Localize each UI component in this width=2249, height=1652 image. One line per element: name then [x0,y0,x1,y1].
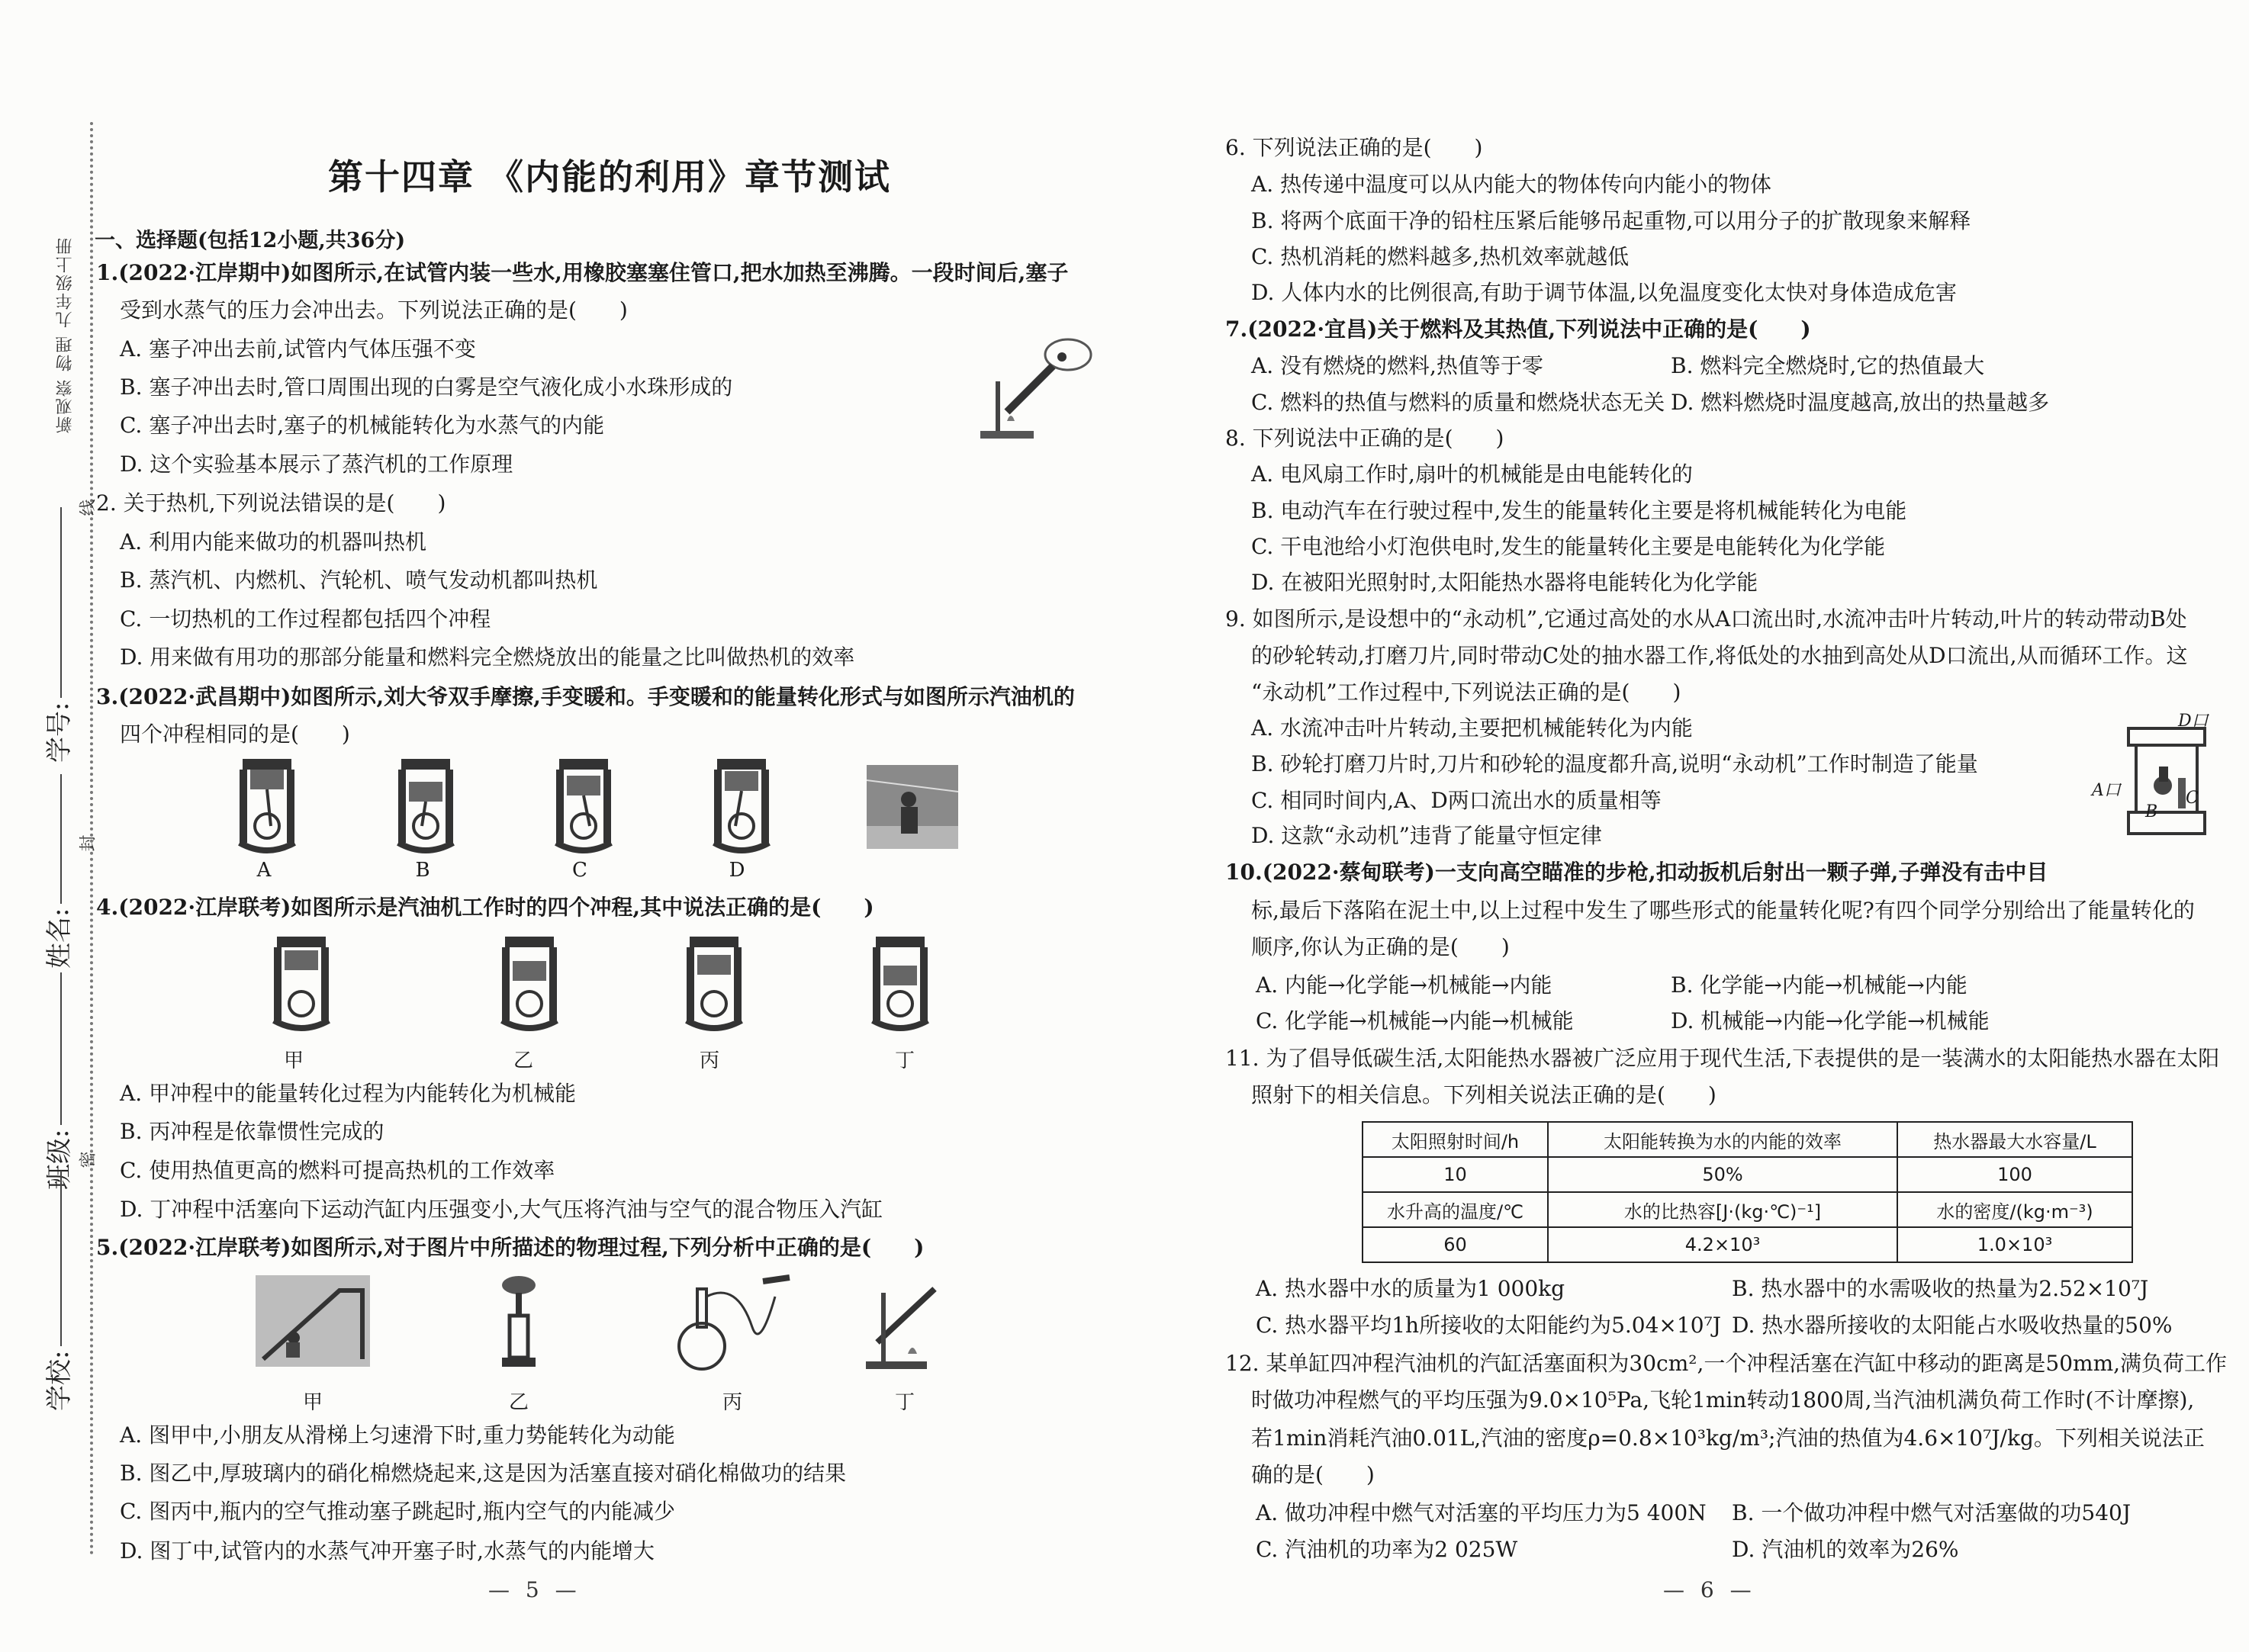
page-number-right: — 6 — [1663,1577,1756,1602]
q8-option-a: A. 电风扇工作时,扇叶的机械能是由电能转化的 [1251,461,1693,487]
table-cell: 10 [1363,1157,1548,1192]
q4-label-ding: 丁 [894,1049,915,1072]
q10-option-a: A. 内能→化学能→机械能→内能 [1256,972,1552,998]
book-series-label: 新观察 物理 九年级上册 [56,236,75,433]
q4-option-d: D. 丁冲程中活塞向下运动汽缸内压强变小,大气压将汽油与空气的混合物压入汽缸 [120,1197,883,1222]
table-row [1363,1122,2132,1157]
table-cell: 50% [1548,1157,1897,1192]
q12-option-a: A. 做功冲程中燃气对活塞的平均压力为5 400N [1256,1500,1707,1525]
student-name-field[interactable] [38,774,76,969]
q6-option-d: D. 人体内水的比例很高,有助于调节体温,以免温度变化太快对身体造成危害 [1251,280,1958,305]
table-cell: 60 [1363,1227,1548,1262]
q3-label-d: D [729,859,745,882]
q3-stem-line2: 四个冲程相同的是( ) [120,722,350,747]
q3-label-c: C [572,859,587,882]
table-row [1363,1227,2132,1262]
q4-label-jia: 甲 [283,1049,304,1072]
q1-option-b: B. 塞子冲出去时,管口周围出现的白雾是空气液化成小水珠形成的 [120,374,733,400]
q2-option-b: B. 蒸汽机、内燃机、汽轮机、喷气发动机都叫热机 [120,567,598,593]
q9-figure-label-c: C [2186,789,2199,808]
q1-stem-line1: 1.(2022·江岸期中)如图所示,在试管内装一些水,用橡胶塞塞住管口,把水加热至沸腾。一段时间后,塞子 [96,260,1069,285]
q11-stem-line1: 11. 为了倡导低碳生活,太阳能热水器被广泛应用于现代生活,下表提供的是一装满水的太阳能热水器在太阳 [1225,1046,2220,1071]
q11-option-d: D. 热水器所接收的太阳能占水吸收热量的50% [1732,1313,2173,1338]
q4-stem: 4.(2022·江岸联考)如图所示是汽油机工作时的四个冲程,其中说法正确的是( ) [96,895,874,920]
table-cell: 水升高的温度/℃ [1363,1192,1548,1227]
q4-option-a: A. 甲冲程中的能量转化过程为内能转化为机械能 [120,1081,577,1106]
table-cell: 太阳照射时间/h [1363,1122,1548,1157]
solar-heater-data-table [1362,1121,2133,1263]
q4-option-b: B. 丙冲程是依靠惯性完成的 [120,1119,384,1144]
engine-stroke-yi-figure [491,937,568,1032]
binding-mark-seal: 封 [79,834,98,852]
q6-option-c: C. 热机消耗的燃料越多,热机效率就越低 [1251,244,1630,269]
q1-stem-line2: 受到水蒸气的压力会冲出去。下列说法正确的是( ) [120,297,628,323]
q3-label-a: A [256,859,272,882]
q6-stem: 6. 下列说法正确的是( ) [1225,135,1483,160]
table-row [1363,1192,2132,1227]
q4-label-bing: 丙 [699,1049,719,1072]
engine-stroke-ding-figure [862,937,938,1032]
q9-option-c: C. 相同时间内,A、D两口流出水的质量相等 [1251,788,1662,813]
q4-option-c: C. 使用热值更高的燃料可提高热机的工作效率 [120,1158,555,1183]
q3-stem-line1: 3.(2022·武昌期中)如图所示,刘大爷双手摩擦,手变暖和。手变暖和的能量转化形式与如图所示汽油机的 [96,684,1075,709]
q2-option-a: A. 利用内能来做功的机器叫热机 [120,529,427,554]
table-cell: 太阳能转换为水的内能的效率 [1548,1122,1897,1157]
q8-option-c: C. 干电池给小灯泡供电时,发生的能量转化主要是电能转化为化学能 [1251,534,1886,559]
table-cell: 水的比热容[J·(kg·℃)⁻¹] [1548,1192,1897,1227]
q8-option-b: B. 电动汽车在行驶过程中,发生的能量转化主要是将机械能转化为电能 [1251,498,1907,523]
q8-option-d: D. 在被阳光照射时,太阳能热水器将电能转化为化学能 [1251,570,1758,595]
engine-stroke-d-figure [703,759,780,854]
q9-stem-line2: 的砂轮转动,打磨刀片,同时带动C处的抽水器工作,将低处的水抽到高处从D口流出,从而循环工作。这 [1251,643,2188,668]
binding-mark-line: 线 [79,499,98,516]
q5-label-bing: 丙 [722,1391,742,1414]
q9-option-a: A. 水流冲击叶片转动,主要把机械能转化为内能 [1251,715,1693,741]
q10-stem-line2: 标,最后下落陷在泥土中,以上过程中发生了哪些形式的能量转化呢?有四个同学分别给出了能量转化的 [1251,898,2195,923]
q11-option-b: B. 热水器中的水需吸收的热量为2.52×10⁷J [1732,1276,2149,1301]
q10-option-b: B. 化学能→内能→机械能→内能 [1671,972,1967,998]
class-field[interactable] [38,972,76,1190]
q9-figure-label-d: D口 [2178,712,2209,731]
table-cell: 1.0×10³ [1897,1227,2132,1262]
q9-stem-line1: 9. 如图所示,是设想中的“永动机”,它通过高处的水从A口流出时,水流冲击叶片转动,叶片的转动带动B处 [1225,606,2187,632]
rubbing-hands-figure [867,765,958,849]
slide-figure [256,1275,370,1367]
q1-option-c: C. 塞子冲出去时,塞子的机械能转化为水蒸气的内能 [120,413,605,438]
q7-option-a: A. 没有燃烧的燃料,热值等于零 [1251,353,1543,378]
school-label: 学校: [44,1350,75,1411]
q9-option-d: D. 这款“永动机”违背了能量守恒定律 [1251,823,1602,848]
engine-stroke-bing-figure [676,937,752,1032]
q12-stem-line3: 若1min消耗汽油0.01L,汽油的密度ρ=0.8×10³kg/m³;汽油的热值为4.6×10⁷J/kg。下列相关说法正 [1251,1425,2205,1451]
school-field[interactable] [38,1171,76,1411]
q12-option-d: D. 汽油机的效率为26% [1732,1537,1959,1562]
q4-label-yi: 乙 [513,1049,533,1072]
table-cell: 水的密度/(kg·m⁻³) [1897,1192,2132,1227]
q5-label-ding: 丁 [894,1391,915,1414]
q8-stem: 8. 下列说法中正确的是( ) [1225,426,1504,451]
table-cell: 4.2×10³ [1548,1227,1897,1262]
q5-option-b: B. 图乙中,厚玻璃内的硝化棉燃烧起来,这是因为活塞直接对硝化棉做功的结果 [120,1461,847,1486]
binding-mark-secret: 密 [79,1151,98,1168]
q1-option-a: A. 塞子冲出去前,试管内气体压强不变 [120,336,476,362]
perpetual-motion-figure [2117,713,2216,839]
table-cell: 100 [1897,1157,2132,1192]
q7-option-b: B. 燃料完全燃烧时,它的热值最大 [1671,353,1985,378]
q10-option-c: C. 化学能→机械能→内能→机械能 [1256,1008,1574,1033]
q5-option-a: A. 图甲中,小朋友从滑梯上匀速滑下时,重力势能转化为动能 [120,1422,675,1448]
q5-label-yi: 乙 [508,1391,529,1414]
student-id-field[interactable] [38,507,76,763]
engine-stroke-jia-figure [263,937,339,1032]
student-id-label: 学号: [44,702,75,763]
q11-stem-line2: 照射下的相关信息。下列相关说法正确的是( ) [1251,1082,1717,1107]
q10-stem-line1: 10.(2022·蔡甸联考)一支向高空瞄准的步枪,扣动扳机后射出一颗子弹,子弹没有击中目 [1225,860,2048,885]
q9-stem-line3: “永动机”工作过程中,下列说法正确的是( ) [1251,680,1681,705]
class-label: 班级: [44,1129,75,1190]
q11-option-a: A. 热水器中水的质量为1 000kg [1256,1276,1565,1301]
tube-stand-figure [862,1270,946,1373]
q12-stem-line2: 时做功冲程燃气的平均压强为9.0×10⁵Pa,飞轮1min转动1800周,当汽油机满负荷工作时(不计摩擦), [1251,1387,2195,1413]
q3-label-b: B [415,859,430,882]
left-page [0,0,1124,1652]
test-tube-figure [976,336,1099,442]
q7-option-d: D. 燃料燃烧时温度越高,放出的热量越多 [1671,390,2050,415]
q12-stem-line4: 确的是( ) [1251,1462,1375,1487]
q5-stem: 5.(2022·江岸联考)如图所示,对于图片中所描述的物理过程,下列分析中正确的是( ) [96,1235,925,1260]
q1-option-d: D. 这个实验基本展示了蒸汽机的工作原理 [120,452,513,477]
q2-stem: 2. 关于热机,下列说法错误的是( ) [96,490,446,516]
table-cell: 热水器最大水容量/L [1897,1122,2132,1157]
q12-option-c: C. 汽油机的功率为2 025W [1256,1537,1518,1562]
q6-option-b: B. 将两个底面干净的铅柱压紧后能够吊起重物,可以用分子的扩散现象来解释 [1251,208,1971,233]
q9-figure-label-a: A口 [2092,781,2121,800]
q9-option-b: B. 砂轮打磨刀片时,刀片和砂轮的温度都升高,说明“永动机”工作时制造了能量 [1251,751,1978,776]
engine-stroke-c-figure [545,759,622,854]
page-number-left: — 5 — [488,1577,581,1602]
glass-cylinder-figure [488,1274,549,1373]
q6-option-a: A. 热传递中温度可以从内能大的物体传向内能小的物体 [1251,172,1772,197]
q2-option-d: D. 用来做有用功的那部分能量和燃料完全燃烧放出的能量之比叫做热机的效率 [120,644,855,670]
engine-stroke-b-figure [388,759,464,854]
table-row [1363,1157,2132,1192]
q7-stem: 7.(2022·宜昌)关于燃料及其热值,下列说法中正确的是( ) [1225,317,1811,342]
student-name-label: 姓名: [44,908,75,969]
q5-label-jia: 甲 [302,1391,323,1414]
q5-option-c: C. 图丙中,瓶内的空气推动塞子跳起时,瓶内空气的内能减少 [120,1499,676,1524]
q10-stem-line3: 顺序,你认为正确的是( ) [1251,934,1510,959]
q12-stem-line1: 12. 某单缸四冲程汽油机的汽缸活塞面积为30cm²,一个冲程活塞在汽缸中移动的距离是50mm,满负荷工作 [1225,1351,2228,1376]
q2-option-c: C. 一切热机的工作过程都包括四个冲程 [120,606,491,632]
q7-option-c: C. 燃料的热值与燃料的质量和燃烧状态无关 [1251,390,1665,415]
q10-option-d: D. 机械能→内能→化学能→机械能 [1671,1008,1990,1033]
q11-option-c: C. 热水器平均1h所接收的太阳能约为5.04×10⁷J [1256,1313,1721,1338]
q9-figure-label-b: B [2145,802,2158,821]
chapter-title: 第十四章 《内能的利用》章节测试 [328,156,892,198]
q5-option-d: D. 图丁中,试管内的水蒸气冲开塞子时,水蒸气的内能增大 [120,1538,655,1564]
bottle-pump-figure [671,1274,793,1373]
section-heading: 一、选择题(包括12小题,共36分) [95,229,406,252]
q12-option-b: B. 一个做功冲程中燃气对活塞做的功540J [1732,1500,2132,1525]
engine-stroke-a-figure [229,759,305,854]
